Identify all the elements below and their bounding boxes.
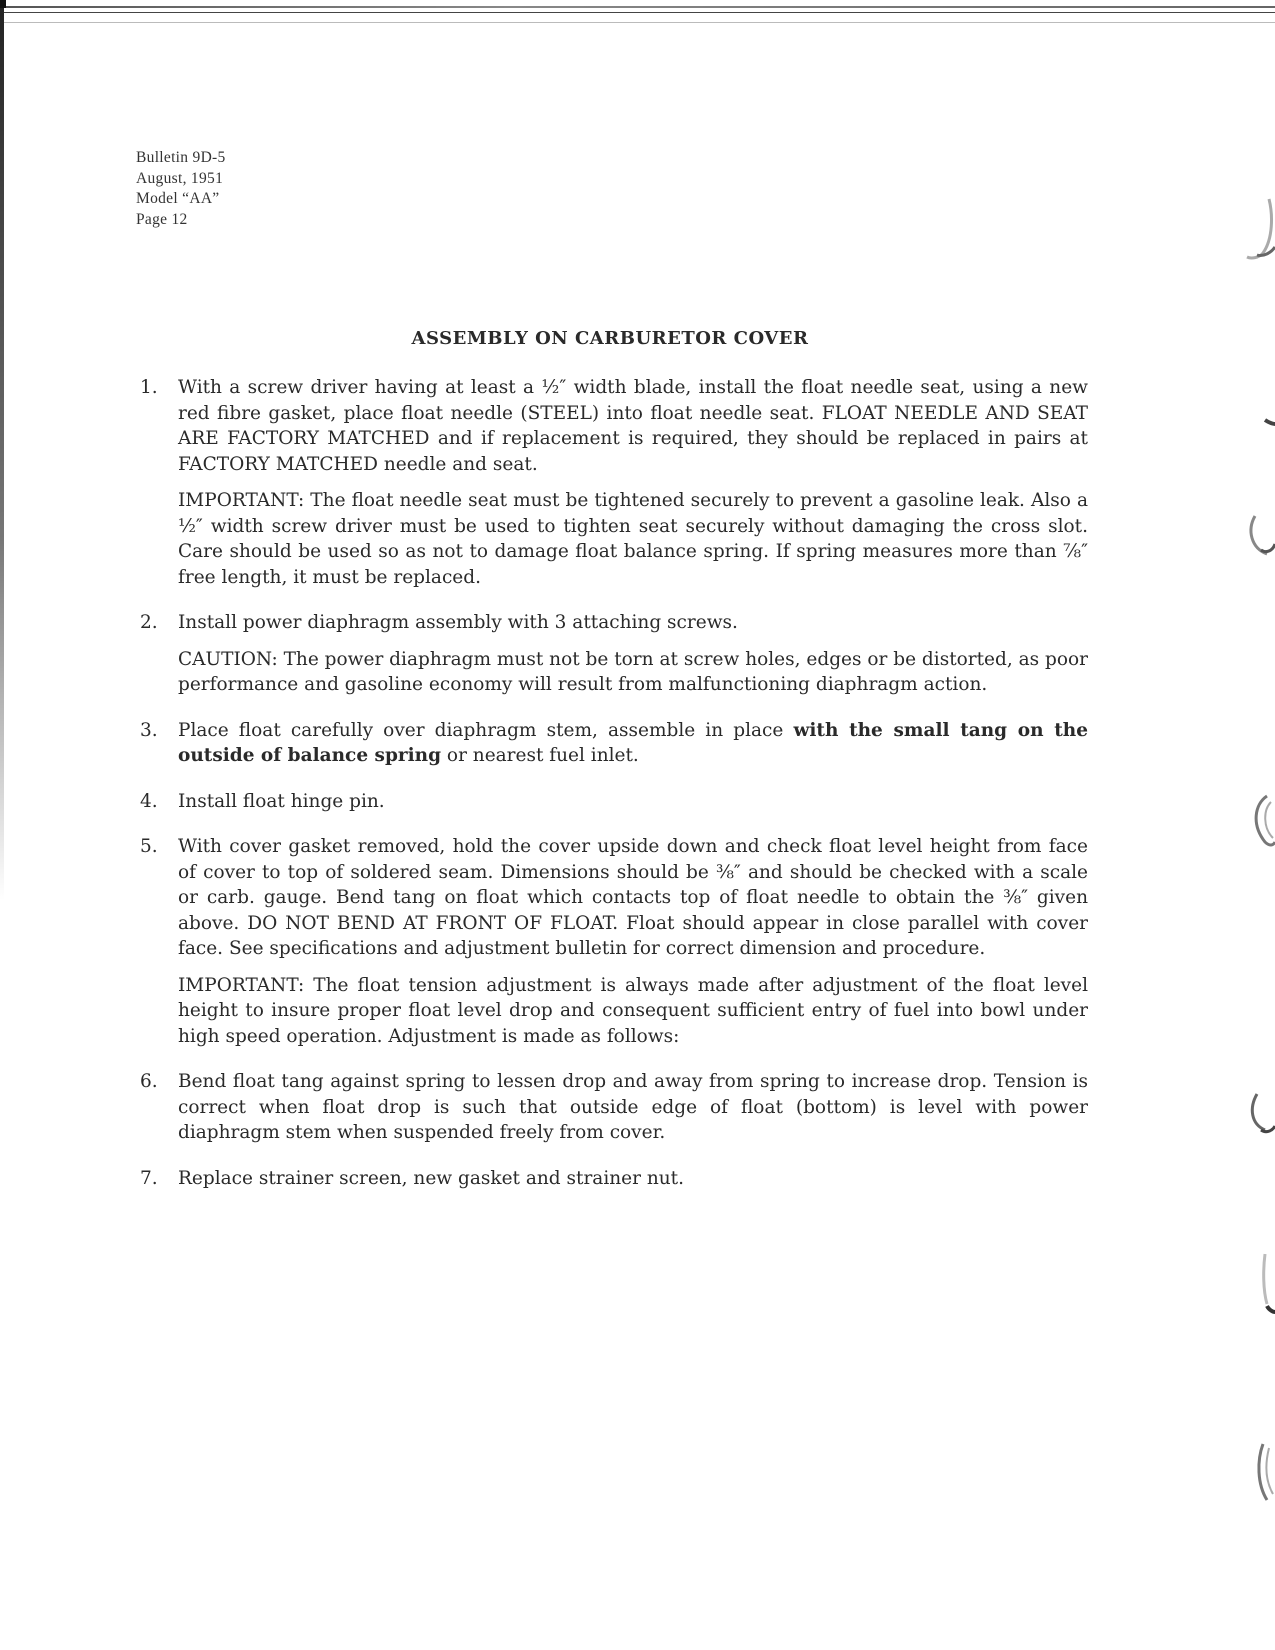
binder-hole-icon (1241, 195, 1275, 265)
binder-hole-icon (1241, 510, 1275, 580)
scan-corner-mark (0, 0, 6, 8)
step-4 (140, 789, 1088, 815)
step-note: CAUTION: The power diaphragm must not be torn at screw holes, edges or be distorted, as poor performance and gasoline economy will result from malfunctioning diaphragm action. (178, 648, 1088, 695)
step-paragraph: With cover gasket removed, hold the cover upside down and check float level height from face of cover to top of soldered seam. Dimensions should be ⅜″ and should be checked with a scale or carb. gauge. Bend tang on float which contacts top of float needle to obtain the ⅜″ given above. DO NOT BEND AT FRONT OF FLOAT. Float should appear in close parallel with cover face. See specifications and adjustment bulletin for correct dimension and procedure. (178, 836, 1088, 959)
step-paragraph: Replace strainer screen, new gasket and strainer nut. (178, 1167, 684, 1189)
scan-edge-top-line (0, 12, 1275, 13)
binder-hole-icon (1241, 1090, 1275, 1160)
binder-hole-icon (1241, 390, 1275, 460)
step-2 (140, 610, 1088, 698)
step-number: 6. (140, 1071, 158, 1092)
step-number: 3. (140, 719, 158, 741)
step-paragraph (178, 718, 1088, 769)
step-7 (140, 1166, 1088, 1192)
binder-hole-icon (1241, 1440, 1275, 1510)
step-6 (140, 1069, 1088, 1146)
step-number: 2. (140, 612, 158, 633)
page-title: ASSEMBLY ON CARBURETOR COVER (411, 328, 809, 349)
step-text: or nearest fuel inlet. (441, 745, 639, 766)
assembly-steps (140, 375, 1088, 1211)
step-paragraph: With a screw driver having at least a ½″ width blade, install the float needle seat, using a new red fibre gasket, place float needle (STEEL) into float needle seat. FLOAT NEEDLE AND SEAT ARE FACTORY MATCHED and if replacement is required, they should be replaced in pairs at FACTORY MATCHED needle and seat. (178, 377, 1088, 475)
step-paragraph: Bend float tang against spring to lessen drop and away from spring to increase drop. Tension is correct when float drop is such that outside edge of float (bottom) is level with power diaphragm stem when suspended freely from cover. (178, 1071, 1088, 1143)
step-note: IMPORTANT: The float tension adjustment is always made after adjustment of the float level height to insure proper float level drop and consequent sufficient entry of fuel into bowl under high speed operation. Adjustment is made as follows: (178, 974, 1088, 1047)
step-1 (140, 375, 1088, 590)
page-number: Page 12 (136, 210, 188, 228)
scan-edge-top (0, 6, 1275, 8)
step-number: 4. (140, 790, 158, 812)
bulletin-model: Model “AA” (136, 190, 220, 207)
step-number: 5. (140, 836, 158, 857)
step-number: 7. (140, 1167, 158, 1189)
step-text: Place float carefully over diaphragm stem, assemble in place (178, 719, 794, 741)
step-3 (140, 718, 1088, 769)
binder-hole-icon (1241, 1250, 1275, 1320)
scan-edge-top-faint (0, 22, 1275, 23)
step-emphasis: with the small tang on the outside of balance spring (178, 719, 1088, 766)
step-note: IMPORTANT: The float needle seat must be tightened securely to prevent a gasoline leak. Also a ½″ width screw driver must be used to tighten seat securely without damaging the cross slot. Care should be used so as not to damage float balance spring. If spring measures more than ⅞″ free length, it must be replaced. (178, 490, 1088, 588)
step-paragraph: Install float hinge pin. (178, 790, 385, 812)
step-number: 1. (140, 377, 158, 398)
bulletin-number: Bulletin 9D-5 (136, 149, 226, 166)
bulletin-header (136, 148, 226, 230)
binder-hole-icon (1241, 790, 1275, 860)
scan-edge-left (0, 0, 4, 900)
step-5 (140, 834, 1088, 1049)
step-paragraph: Install power diaphragm assembly with 3 attaching screws. (178, 612, 738, 633)
bulletin-date: August, 1951 (136, 169, 224, 187)
